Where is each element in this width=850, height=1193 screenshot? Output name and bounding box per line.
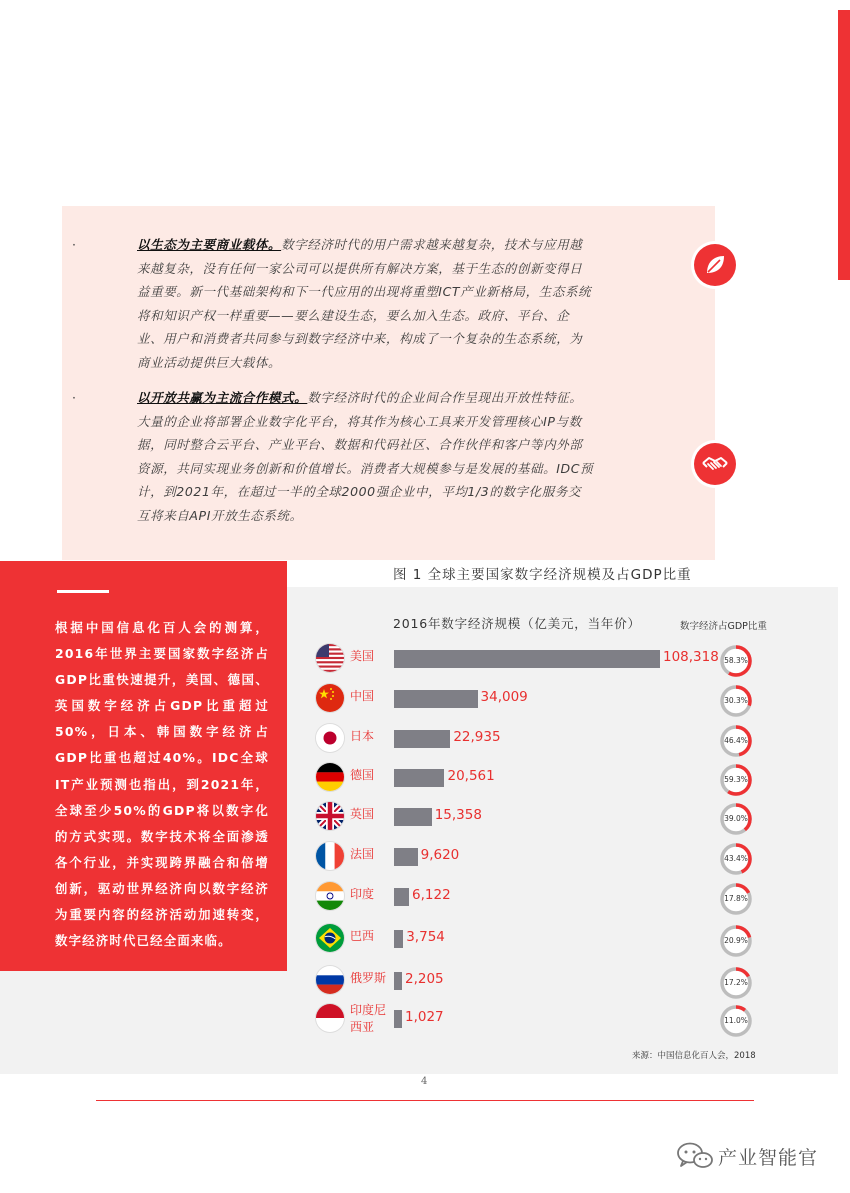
bar — [394, 769, 444, 787]
bullet-body: 数字经济时代的企业间合作呈现出开放性特征。大量的企业将部署企业数字化平台，将其作为核心工具来开发管理核心IP与数据，同时整合云平台、产业平台、数据和代码社区、合作伙伴和客户等内外部资源，共同实现业务创新和价值增长。消费者大规模参与是发展的基础。IDC预计，到2021年，在超过一半的全球2000强企业中，平均1/3的数字化服务交互将来自API开放生态系统。 — [137, 390, 594, 523]
in-flag-icon — [316, 882, 344, 910]
bar — [394, 690, 478, 708]
uk-flag-icon — [316, 802, 344, 830]
gdp-share-label: 30.3% — [724, 696, 748, 705]
gdp-share-label: 59.3% — [724, 775, 748, 784]
gdp-share-label: 11.0% — [724, 1016, 748, 1025]
country-label: 德国 — [350, 768, 375, 782]
country-label: 俄罗斯 — [350, 971, 387, 985]
divider — [57, 590, 109, 593]
bullet-lead: 以生态为主要商业载体。 — [137, 237, 282, 252]
handshake-icon — [694, 443, 736, 485]
bar — [394, 972, 402, 990]
leaf-icon — [694, 244, 736, 286]
bullet-body: 数字经济时代的用户需求越来越复杂，技术与应用越来越复杂，没有任何一家公司可以提供所有解决方案，基于生态的创新变得日益重要。新一代基础架构和下一代应用的出现将重塑ICT产业新格局，生态系统将和知识产权一样重要——要么建设生态，要么加入生态。政府、平台、企业、用户和消费者共同参与到数字经济中来，构成了一个复杂的生态系统，为商业活动提供巨大载体。 — [137, 237, 592, 370]
country-label: 印度 — [350, 887, 375, 901]
id-flag-icon — [316, 1004, 344, 1032]
bar-value-label: 3,754 — [406, 929, 445, 945]
bullet-marker: · — [72, 390, 77, 405]
country-label: 中国 — [350, 689, 375, 703]
page-number: 4 — [421, 1076, 428, 1087]
country-label: 英国 — [350, 807, 375, 821]
fr-flag-icon — [316, 842, 344, 870]
ru-flag-icon — [316, 966, 344, 994]
gdp-share-label: 17.8% — [724, 894, 748, 903]
summary-panel — [0, 561, 287, 971]
bar — [394, 930, 403, 948]
wechat-icon — [675, 1141, 715, 1175]
footer-divider — [96, 1100, 754, 1101]
cn-flag-icon — [316, 684, 344, 712]
bar — [394, 848, 418, 866]
bullet-ecosystem — [74, 233, 594, 375]
brand-name: 产业智能官 — [718, 1147, 819, 1169]
country-label: 美国 — [350, 649, 375, 663]
country-label: 巴西 — [350, 929, 375, 943]
gdp-share-label: 数字经济占GDP比重 — [680, 621, 767, 632]
bar-value-label: 9,620 — [420, 847, 460, 863]
country-label: 日本 — [350, 729, 375, 743]
br-flag-icon — [316, 924, 344, 952]
country-label: 印度尼 西亚 — [350, 1003, 387, 1034]
us-flag-icon — [316, 644, 344, 672]
bar-value-label: 2,205 — [405, 971, 444, 987]
bullet-open-cooperation — [74, 386, 594, 528]
gdp-share-label: 46.4% — [724, 736, 748, 745]
bar-value-label: 6,122 — [412, 887, 451, 903]
gdp-share-label: 39.0% — [724, 814, 748, 823]
gdp-share-label: 58.3% — [724, 656, 748, 665]
bar-value-label: 15,358 — [434, 807, 482, 823]
chart-subtitle: 2016年数字经济规模（亿美元，当年价） — [393, 616, 641, 631]
bar-value-label: 20,561 — [447, 768, 495, 784]
bar — [394, 1010, 402, 1028]
bar — [394, 888, 409, 906]
bar-value-label: 1,027 — [405, 1009, 444, 1025]
bullet-marker: · — [72, 237, 77, 252]
gdp-share-label: 17.2% — [724, 978, 748, 987]
gdp-share-label: 20.9% — [724, 936, 748, 945]
bar — [394, 650, 660, 668]
gdp-share-label: 43.4% — [724, 854, 748, 863]
bullet-lead: 以开放共赢为主流合作模式。 — [137, 390, 308, 405]
summary-text: 根据中国信息化百人会的测算，2016年世界主要国家数字经济占GDP比重快速提升，美国、德国、英国数字经济占GDP比重超过50%，日本、韩国数字经济占GDP比重也超过40%。IDC全球IT产业预测也指出，到2021年，全球至少50%的GDP将以数字化的方式实现。数字技术将全面渗透各个行业，并实现跨界融合和倍增创新，驱动世界经济向以数字经济为重要内容的经济活动加速转变，数字经济时代已经全面来临。 — [55, 620, 269, 949]
de-flag-icon — [316, 763, 344, 791]
bar — [394, 730, 450, 748]
jp-flag-icon — [316, 724, 344, 752]
chart-source: 来源：中国信息化百人会，2018 — [632, 1051, 756, 1061]
accent-bar-right — [838, 10, 850, 280]
bar — [394, 808, 432, 826]
bar-value-label: 108,318 — [663, 649, 719, 665]
bar-value-label: 22,935 — [453, 729, 501, 745]
country-label: 法国 — [350, 847, 375, 861]
figure-title: 图 1 全球主要国家数字经济规模及占GDP比重 — [393, 567, 692, 583]
bar-value-label: 34,009 — [480, 689, 528, 705]
chart-panel-extension — [0, 971, 287, 1074]
